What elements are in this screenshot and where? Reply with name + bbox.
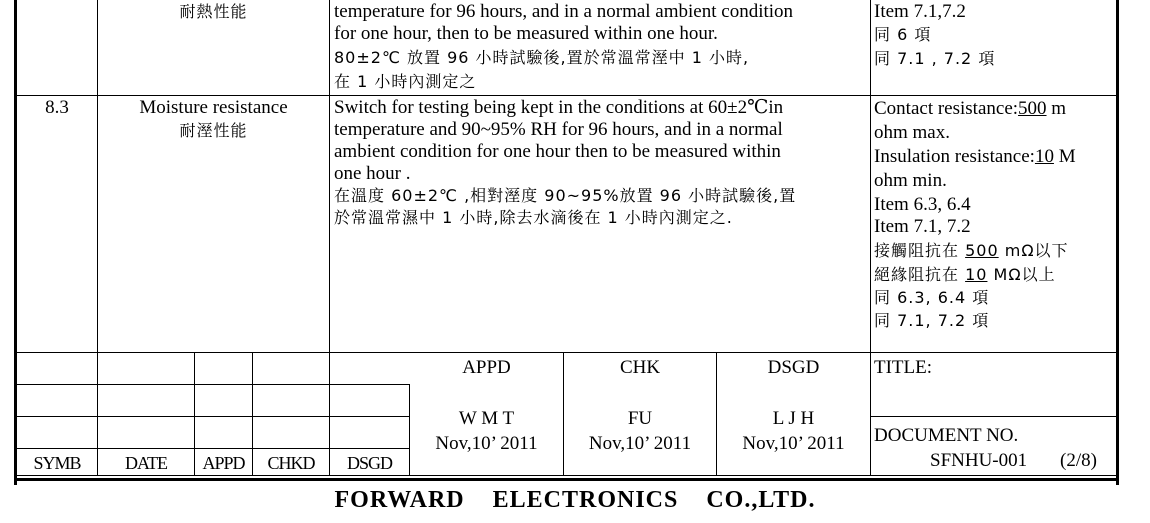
method-line-2: temperature and 90~95% RH for 96 hours, and in a normal <box>334 119 783 140</box>
prev-row-name-zh: 耐熱性能 <box>179 2 248 21</box>
col-line-1 <box>97 0 98 475</box>
signer-dsgd: L J H <box>772 408 815 429</box>
prev-row-method-line-3: 80±2℃ 放置 96 小時試驗後,置於常溫常溼中 1 小時, <box>334 48 750 67</box>
sign-header-chk: CHK <box>619 357 661 378</box>
rev-header-symb: SYMB <box>33 453 81 473</box>
signer-chk: FU <box>627 408 653 429</box>
title-divider <box>870 416 1116 417</box>
criteria-contact-zh-label: 接觸阻抗在 <box>874 241 966 260</box>
prev-row-method-line-1: temperature for 96 hours, and in a normal ambient condition <box>334 1 794 22</box>
item-name-zh: 耐溼性能 <box>179 121 248 140</box>
signer-appd: W M T <box>458 408 515 429</box>
method-line-3: ambient condition for one hour then to be measured within <box>334 141 781 162</box>
criteria-insulation-zh-label: 絕緣阻抗在 <box>874 265 966 284</box>
criteria-insulation-resistance <box>874 146 1076 168</box>
sign-header-appd: APPD <box>462 357 511 378</box>
criteria-same-6: 同 6.3, 6.4 項 <box>874 288 990 307</box>
criteria-item-7: Item 7.1, 7.2 <box>874 216 971 237</box>
criteria-contact-zh-unit: mΩ以下 <box>998 241 1069 260</box>
criteria-insulation-zh-unit: MΩ以上 <box>987 265 1056 284</box>
prev-row-method-line-4: 在 1 小時內測定之 <box>334 72 477 91</box>
criteria-item-6: Item 6.3, 6.4 <box>874 194 971 215</box>
col-line-3 <box>870 0 871 475</box>
criteria-contact-unit: m <box>1046 98 1067 119</box>
criteria-contact-zh <box>874 240 1069 262</box>
frame-left <box>14 0 17 485</box>
frame-bottom <box>14 478 1119 481</box>
rev-header-date: DATE <box>125 453 167 473</box>
row-separator-1 <box>17 95 1116 96</box>
row-separator-2 <box>17 352 1116 353</box>
prev-row-criteria-line-3: 同 7.1 , 7.2 項 <box>874 49 996 68</box>
criteria-insulation-value: 10 <box>1034 146 1054 167</box>
rev-row-line-3 <box>17 448 409 449</box>
criteria-insulation-zh <box>874 264 1056 286</box>
prev-row-criteria-line-1: Item 7.1,7.2 <box>874 1 966 22</box>
rev-header-dsgd: DSGD <box>346 453 392 473</box>
document-no-label: DOCUMENT NO. <box>874 425 1019 446</box>
rev-header-chkd: CHKD <box>267 453 315 473</box>
criteria-insulation-unit: M <box>1053 146 1076 167</box>
method-line-4: one hour . <box>334 163 411 184</box>
item-name-en: Moisture resistance <box>139 97 288 118</box>
criteria-contact-zh-value: 500 <box>965 241 999 260</box>
frame-right <box>1116 0 1119 485</box>
rev-row-line-2 <box>17 416 409 417</box>
criteria-same-7: 同 7.1, 7.2 項 <box>874 311 990 330</box>
frame-bottom-inner <box>17 475 1116 476</box>
date-chk: Nov,10’ 2011 <box>588 433 692 454</box>
date-dsgd: Nov,10’ 2011 <box>742 433 845 454</box>
company-footer: FORWARD ELECTRONICS CO.,LTD. <box>334 487 816 513</box>
criteria-insulation-label: Insulation resistance: <box>874 146 1035 167</box>
rev-row-line-1 <box>17 384 409 385</box>
criteria-contact-label: Contact resistance: <box>874 98 1019 119</box>
criteria-contact-max: ohm max. <box>874 122 950 143</box>
criteria-contact-value: 500 <box>1018 98 1047 119</box>
method-line-5: 在溫度 60±2℃ ,相對溼度 90~95%放置 96 小時試驗後,置 <box>334 186 797 205</box>
page-indicator: (2/8) <box>1060 450 1097 471</box>
sign-header-dsgd: DSGD <box>767 357 820 378</box>
document-no: SFNHU-001 <box>930 450 1028 471</box>
item-number: 8.3 <box>45 97 69 118</box>
title-label: TITLE: <box>874 357 933 378</box>
prev-row-method-line-2: for one hour, then to be measured within one hour. <box>334 23 718 44</box>
method-line-6: 於常溫常濕中 1 小時,除去水滴後在 1 小時內測定之. <box>334 208 733 227</box>
col-line-2 <box>329 0 330 475</box>
date-appd: Nov,10’ 2011 <box>435 433 538 454</box>
criteria-insulation-zh-value: 10 <box>965 265 988 284</box>
prev-row-criteria-line-2: 同 6 項 <box>874 25 932 44</box>
criteria-contact-resistance <box>874 98 1066 120</box>
rev-header-appd: APPD <box>202 453 245 473</box>
criteria-insulation-min: ohm min. <box>874 170 947 191</box>
method-line-1: Switch for testing being kept in the conditions at 60±2℃in <box>334 97 784 118</box>
